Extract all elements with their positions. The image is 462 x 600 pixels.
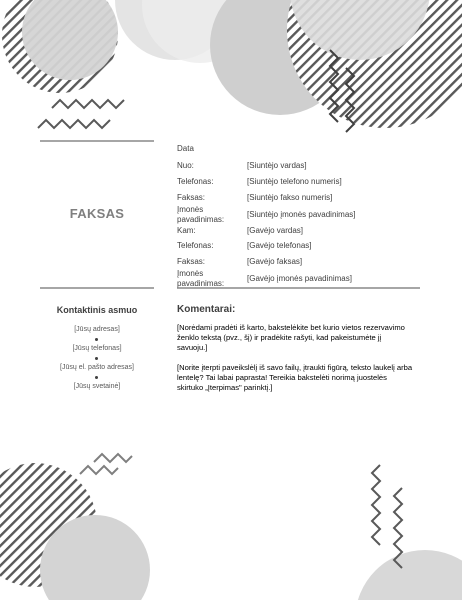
zigzag-shape: [52, 100, 124, 108]
fax-title: FAKSAS: [69, 206, 125, 221]
field-label: Faksas:: [177, 257, 206, 266]
field-value[interactable]: [Siuntėjo telefono numeris]: [247, 177, 342, 186]
zigzag-shape: [372, 465, 380, 545]
comments-title: Komentarai:: [177, 304, 236, 315]
bullet-dot: [95, 376, 98, 379]
zigzag-shape: [94, 454, 132, 462]
bullet-dot: [95, 338, 98, 341]
field-label: Nuo:: [177, 161, 194, 170]
field-value[interactable]: [Gavėjo vardas]: [247, 226, 304, 235]
field-label: Įmonės pavadinimas:: [177, 205, 225, 224]
field-row-recipient-company: [177, 269, 419, 291]
field-label: Įmonės pavadinimas:: [177, 269, 225, 288]
contact-website[interactable]: [Jūsų svetainė]: [73, 383, 121, 390]
circle-shape: [355, 550, 462, 600]
field-label: Kam:: [177, 226, 196, 235]
field-value[interactable]: [Siuntėjo įmonės pavadinimas]: [247, 210, 356, 219]
divider-left-top: [40, 140, 154, 142]
field-label: Data: [177, 144, 194, 153]
field-label: Telefonas:: [177, 177, 214, 186]
contact-address[interactable]: [Jūsų adresas]: [74, 326, 120, 333]
field-value[interactable]: [Gavėjo telefonas]: [247, 241, 312, 250]
field-label: Telefonas:: [177, 241, 214, 250]
zigzag-shape: [38, 120, 110, 128]
field-row-sender-company: [177, 205, 419, 227]
field-value[interactable]: [Gavėjo faksas]: [247, 257, 303, 266]
field-value[interactable]: [Gavėjo įmonės pavadinimas]: [247, 274, 352, 283]
field-label: Faksas:: [177, 193, 206, 202]
divider-left-bottom: [40, 287, 154, 289]
field-value[interactable]: [Siuntėjo fakso numeris]: [247, 193, 333, 202]
bullet-dot: [95, 357, 98, 360]
comments-paragraph[interactable]: [Norėdami pradėti iš karto, bakstelėkite bet kurio vietos rezervavimo ženklo tekstą (pvz., šį) ir pradėkite rašyti, kad pakeistumėte jį savuoju.]: [177, 323, 405, 352]
contact-title: Kontaktinis asmuo: [56, 305, 138, 315]
contact-phone[interactable]: [Jūsų telefonas]: [72, 345, 122, 352]
contact-email[interactable]: [Jūsų el. pašto adresas]: [60, 364, 134, 371]
field-value[interactable]: [Siuntėjo vardas]: [247, 161, 307, 170]
comments-paragraph[interactable]: [Norite įterpti paveikslėlį iš savo failų, įtraukti figūrą, teksto laukelį arba lentelę? Tai labai paprasta! Tereikia bakstelėti norimą juostelės skirtuko „Įterpimas" parinktį.]: [177, 363, 413, 392]
zigzag-shape: [80, 466, 118, 474]
